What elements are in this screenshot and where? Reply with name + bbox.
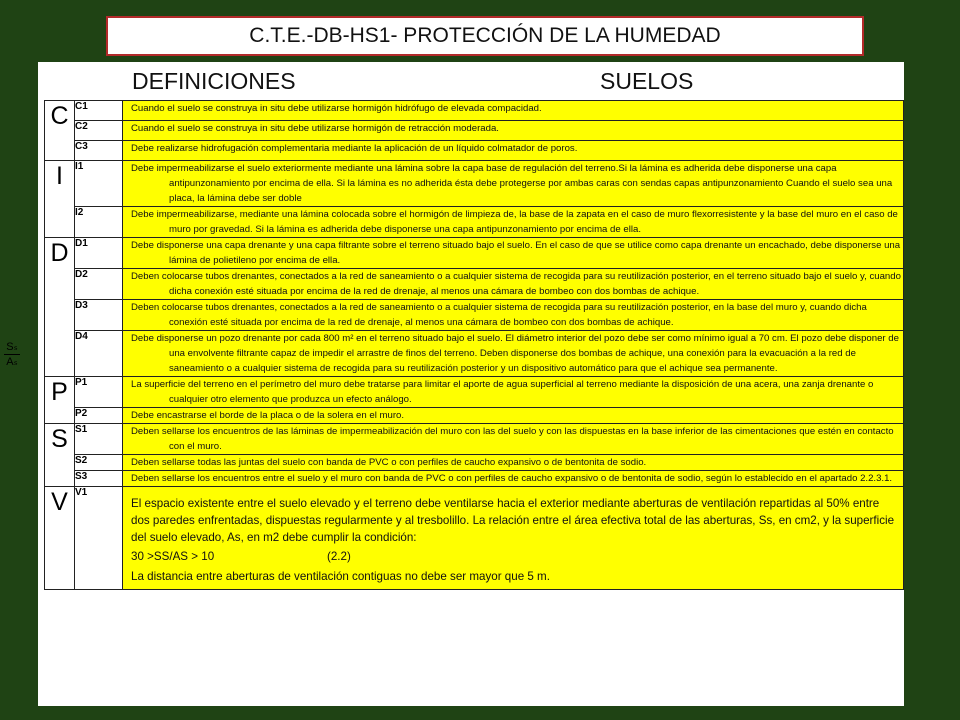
row-description: [123, 269, 904, 300]
table-row: [45, 408, 904, 424]
row-code: D4: [75, 331, 123, 377]
ventilation-formula: [131, 548, 897, 565]
fraction-denominator: Aₛ: [6, 356, 18, 368]
row-description: [123, 424, 904, 455]
row-text: Deben colocarse tubos drenantes, conectados a la red de saneamiento o a cualquier sistema de recogida para su reutilización posterior, en la base del muro y, cuando dicha conexión esté situada por encima de la red de drenaje, al menos una cámara de bombeo con dos bombas de achique.: [131, 302, 867, 328]
row-text: Deben colocarse tubos drenantes, conectados a la red de saneamiento o a cualquier sistema de recogida para su reutilización posterior, en el terreno situado bajo el suelo y, cuando dicha conexión esté situada por encima de la red de drenaje, al menos una cámara de bombeo con dos bombas de achique.: [131, 271, 901, 297]
row-code: I2: [75, 207, 123, 238]
row-description: [123, 471, 904, 487]
row-text: El espacio existente entre el suelo elevado y el terreno debe ventilarse hacia el exterior mediante aberturas de ventilación repartidas al 50% entre dos paredes enfrentadas, dispuestas regularmente y al tresbolillo. La relación entre el área efectiva total de las aberturas, Ss, en cm2, y la superficie del suelo elevado, As, en m2 debe cumplir la condición:: [131, 497, 895, 544]
category-letter: S: [45, 424, 75, 487]
table-row: [45, 269, 904, 300]
row-text: Deben sellarse los encuentros de las láminas de impermeabilización del muro con las del suelo y con las dispuestas en la base inferior de las cimentaciones que estén en contacto con el muro.: [131, 426, 894, 452]
row-description: [123, 207, 904, 238]
row-text: Debe disponerse una capa drenante y una capa filtrante sobre el terreno situado bajo el suelo. En el caso de que se utilice como capa drenante un encachado, debe disponerse una lámina de polietileno por encima de ella.: [131, 240, 901, 266]
category-letter: P: [45, 377, 75, 424]
row-text: Debe impermeabilizarse el suelo exteriormente mediante una lámina sobre la capa base de regulación del terreno.Si la lámina es adherida debe disponerse una capa antipunzonamiento por encima de ella. Si la lámina es no adherida ésta debe protegerse por ambas caras con sendas capas antipunzonamiento Cuando el suelo sea una placa, la lámina debe ser doble: [131, 163, 893, 204]
row-description: [123, 487, 904, 590]
row-text: Cuando el suelo se construya in situ debe utilizarse hormigón hidrófugo de elevada compacidad.: [131, 103, 542, 114]
row-code: C1: [75, 101, 123, 121]
row-code: D2: [75, 269, 123, 300]
table-row: [45, 121, 904, 141]
row-description: [123, 161, 904, 207]
row-code: P1: [75, 377, 123, 408]
row-description: [123, 408, 904, 424]
table-row: [45, 331, 904, 377]
row-code: P2: [75, 408, 123, 424]
table-row: [45, 238, 904, 269]
side-fraction: [4, 340, 20, 369]
row-description: [123, 141, 904, 161]
row-code: D3: [75, 300, 123, 331]
row-description: [123, 377, 904, 408]
table-row: [45, 300, 904, 331]
table-row: [45, 455, 904, 471]
row-text: La superficie del terreno en el perímetro del muro debe tratarse para limitar el aporte de agua superficial al terreno mediante la disposición de una acera, una zanja drenante o cualquier otro elemento que produzca un efecto análogo.: [131, 379, 874, 405]
row-description: [123, 331, 904, 377]
table-row: [45, 377, 904, 408]
row-description: [123, 101, 904, 121]
formula-reference: (2.2): [327, 550, 351, 563]
row-description: [123, 238, 904, 269]
row-text: Deben sellarse los encuentros entre el suelo y el muro con banda de PVC o con perfiles de caucho expansivo o de bentonita de sodio, según lo establecido en el apartado 2.2.3.1.: [131, 473, 893, 484]
row-text: Cuando el suelo se construya in situ debe utilizarse hormigón de retracción moderada.: [131, 123, 499, 134]
fraction-numerator: Sₛ: [4, 340, 20, 355]
category-letter: V: [45, 487, 75, 590]
sheet-header: [38, 62, 904, 100]
row-description: [123, 121, 904, 141]
table-row: [45, 424, 904, 455]
row-code: S1: [75, 424, 123, 455]
row-code: S2: [75, 455, 123, 471]
row-code: D1: [75, 238, 123, 269]
category-letter: C: [45, 101, 75, 161]
ventilation-note: La distancia entre aberturas de ventilación contiguas no debe ser mayor que 5 m.: [131, 570, 550, 583]
row-code: S3: [75, 471, 123, 487]
row-text: Debe disponerse un pozo drenante por cada 800 m² en el terreno situado bajo el suelo. El diámetro interior del pozo debe ser como mínimo igual a 70 cm. El pozo debe disponer de una envolvente filtrante capaz de impedir el arrastre de finos del terreno. Deben disponerse dos bombas de achique, una conexión para la evacuación a la red de saneamiento o a cualquier sistema de recogida para su reutilización posterior y un dispositivo automático para que el achique sea permanente.: [131, 333, 899, 374]
category-letter: I: [45, 161, 75, 238]
definitions-sheet: [38, 62, 904, 706]
row-description: [123, 300, 904, 331]
row-code: C2: [75, 121, 123, 141]
table-row: [45, 161, 904, 207]
row-text: Debe encastrarse el borde de la placa o de la solera en el muro.: [131, 410, 405, 421]
table-row: [45, 101, 904, 121]
formula-expression: 30 >SS/AS > 10: [131, 550, 215, 563]
row-code: V1: [75, 487, 123, 590]
row-code: C3: [75, 141, 123, 161]
definitions-table: [44, 100, 904, 590]
page-title: C.T.E.-DB-HS1- PROTECCIÓN DE LA HUMEDAD: [106, 16, 864, 56]
table-row: [45, 141, 904, 161]
header-definiciones: DEFINICIONES: [132, 67, 296, 94]
row-text: Debe impermeabilizarse, mediante una lámina colocada sobre el hormigón de limpieza de, la base de la zapata en el caso de muro flexorresistente y la base del muro en el caso de muro por gravedad. Si la lámina es adherida debe disponerse una capa antipunzonamiento por encima de ella.: [131, 209, 898, 235]
row-description: [123, 455, 904, 471]
row-text: Debe realizarse hidrofugación complementaria mediante la aplicación de un líquido colmatador de poros.: [131, 143, 578, 154]
table-row: [45, 487, 904, 590]
table-row: [45, 207, 904, 238]
header-suelos: SUELOS: [600, 67, 694, 94]
row-text: Deben sellarse todas las juntas del suelo con banda de PVC o con perfiles de caucho expansivo o de bentonita de sodio.: [131, 457, 647, 468]
row-code: I1: [75, 161, 123, 207]
category-letter: D: [45, 238, 75, 377]
table-row: [45, 471, 904, 487]
